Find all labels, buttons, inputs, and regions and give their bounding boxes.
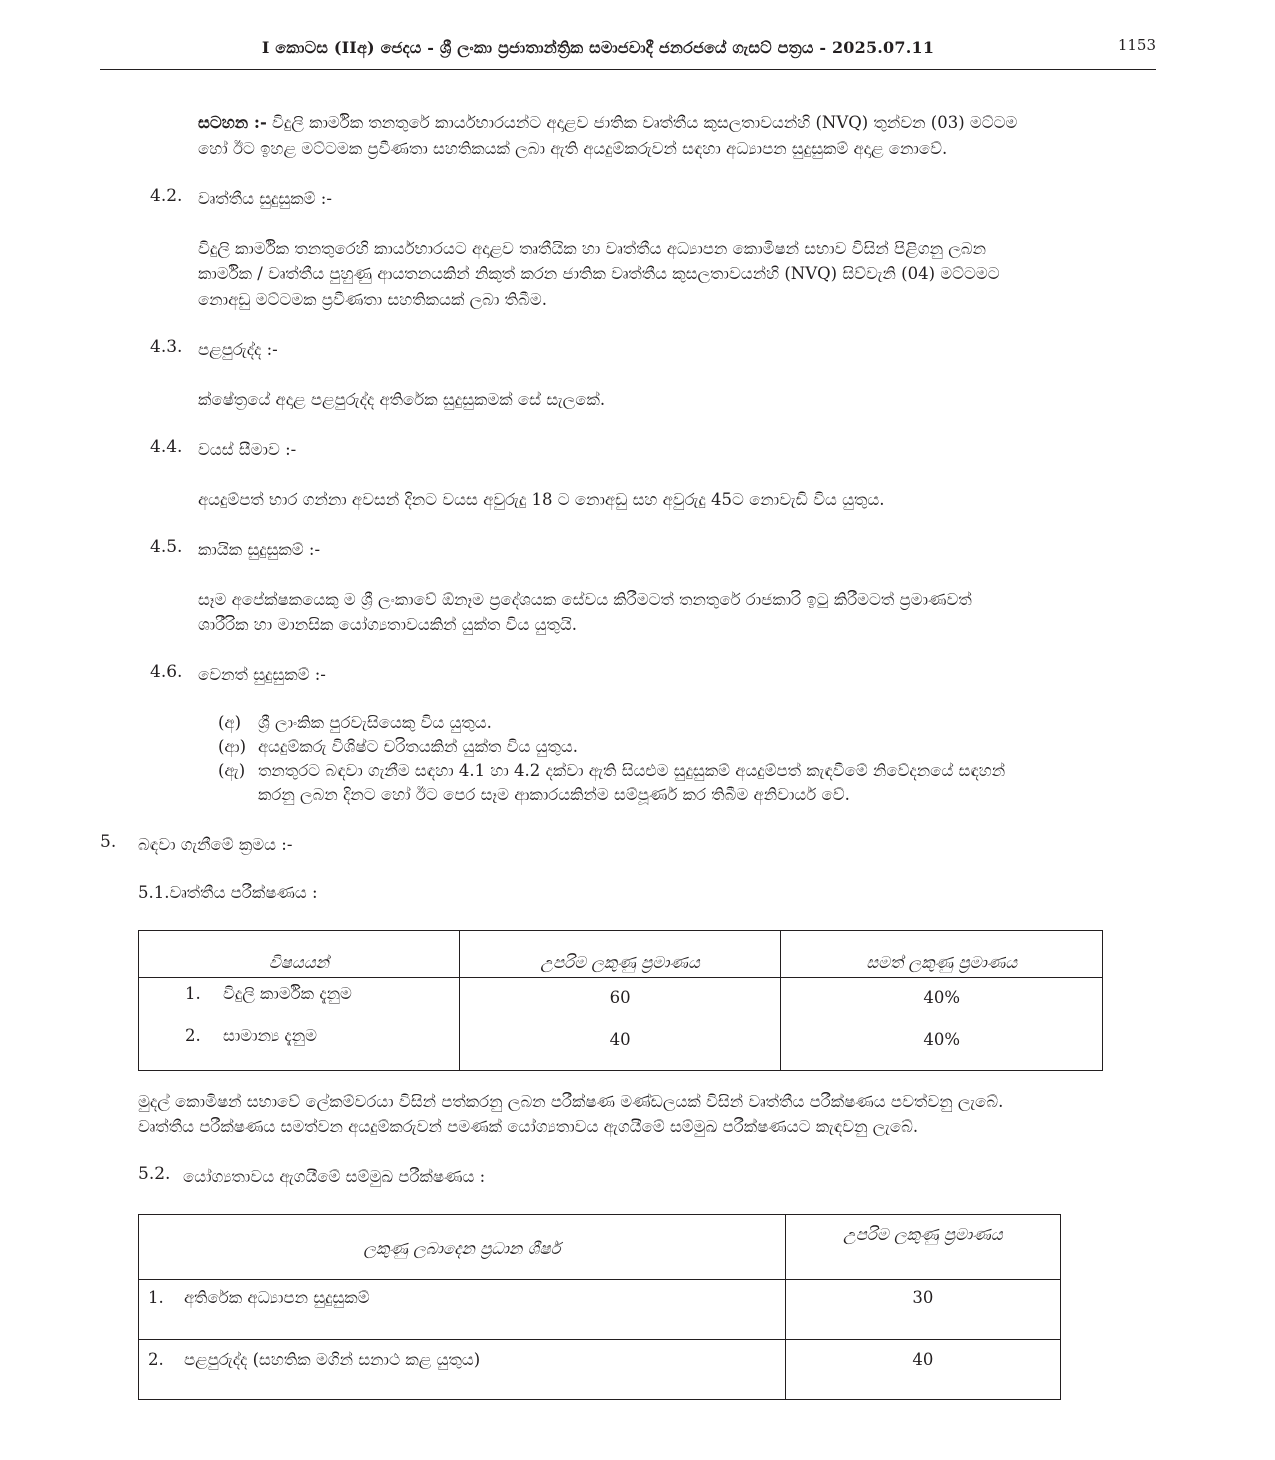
max-marks-cell: 30 [785,1280,1060,1340]
table-header-row [139,1215,1061,1280]
section-4-5-line-1: සෑම අපේක්ෂකයෙකු ම ශ්‍රී ලංකාවේ ඕනෑම ප්‍රදේශයක සේවය කිරීමටත් තනතුරේ රාජකාරි ඉටු කිරීමටත් ප්‍රමාණවත් [198,590,972,609]
criteria-name: පළපුරුද්ද (සහතික මගින් සනාථ කළ යුතුය) [184,1350,481,1369]
table-row [139,1024,1103,1071]
section-5-2-title: යෝග්‍යතාවය ඇගයීමේ සම්මුඛ පරීක්ෂණය : [183,1167,486,1186]
list-item-text-cont: කරනු ලබන දිනට හෝ ඊට පෙර සෑම ආකාරයකින්ම සම්පූර්ණ කර තිබීම අනිවාර්ය වේ. [258,785,850,804]
section-4-3-line-1: ක්ෂේත්‍රයේ අදාළ පළපුරුද්ද අතිරේක සුදුසුකමක් සේ සැලකේ. [198,390,606,409]
section-5-2-number: 5.2. [138,1164,171,1184]
pass-marks-cell: 40% [781,1024,1103,1071]
subject-cell [139,978,460,1025]
col-header-pass-marks: සමත් ලකුණු ප්‍රමාණය [781,931,1103,978]
header-title: I කොටස (IIඅ) ජෙදය - ශ්‍රී ලංකා ප්‍රජාතාන්ත්‍රික සමාජවාදී ජනරජයේ ගැසට් පත්‍රය - 2025.07.11 [261,38,935,57]
list-item-marker: (අ) [218,713,242,732]
section-5-number: 5. [100,832,117,852]
table-row [139,1340,1061,1400]
col-header-criteria: ලකුණු ලබාදෙන ප්‍රධාන ශීර්ෂ [139,1215,786,1280]
max-marks-cell: 60 [459,978,781,1025]
criteria-cell [139,1280,786,1340]
row-number: 1. [185,984,201,1003]
list-item-marker: (ආ) [218,737,247,756]
section-4-6-number: 4.6. [150,662,183,682]
subject-cell [139,1024,460,1071]
section-4-2-line-2: කාර්මික / වෘත්තීය පුහුණු ආයතනයකින් නිකුත් කරන ජාතික වෘත්තීය කුසලතාවයන්හි (NVQ) සිව්වැනි (04) මට්ටමට [198,264,1000,283]
page-header [100,30,1156,70]
criteria-cell [139,1340,786,1400]
section-4-2-number: 4.2. [150,186,183,206]
subject-name: සාමාන්‍ය දැනුම [223,1026,318,1045]
section-4-5-number: 4.5. [150,537,183,557]
subject-name: විදුලි කාර්මික දැනුම [223,984,352,1003]
section-4-2-line-3: නොඅඩු මට්ටමක ප්‍රවීණතා සහතිකයක් ලබා තිබීම. [198,290,547,309]
section-4-3-number: 4.3. [150,337,183,357]
table-row [139,1280,1061,1340]
page-number: 1153 [1117,36,1156,54]
header-rule [100,69,1156,70]
section-5-1-after-1: මුදල් කොමිෂන් සභාවේ ලේකම්වරයා විසින් පත්කරනු ලබන පරීක්ෂණ මණ්ඩලයක් විසින් වෘත්තීය පරීක්ෂණය පවත්වනු ලැබේ. [138,1092,1004,1111]
section-5-1-after-2: වෘත්තීය පරීක්ෂණය සමත්වන අයදුම්කරුවන් පමණක් යෝග්‍යතාවය ඇගයීමේ සම්මුඛ පරීක්ෂණයට කැඳවනු ලැබේ. [138,1117,919,1136]
list-item-text: ශ්‍රී ලාංකික පුරවැසියෙකු විය යුතුය. [258,713,492,732]
table-header-row [139,931,1103,978]
section-4-2-title: වෘත්තීය සුදුසුකම් :- [198,189,332,208]
note-text-1: විදුලි කාර්මික තනතුරේ කාර්යභාරයන්ට අදාළව ජාතික වෘත්තීය කුසලතාවයන්හි (NVQ) තුන්වන (03) මට්ටම [272,113,1018,132]
col-header-max-marks: උපරිම ලකුණු ප්‍රමාණය [459,931,781,978]
list-item-text: තනතුරට බඳවා ගැනීම සඳහා 4.1 හා 4.2 දක්වා ඇති සියළුම සුදුසුකම් අයදුම්පත් කැඳවීමේ නිවේදනයේ සඳහන් [258,761,1006,780]
row-number: 2. [185,1026,201,1045]
list-item-text: අයදුම්කරු විශිෂ්ට චරිතයකින් යුක්ත විය යුතුය. [258,737,578,756]
table-row [139,978,1103,1025]
row-number: 2. [148,1350,164,1369]
col-header-subjects: විෂයයන් [139,931,460,978]
section-4-5-title: කායික සුදුසුකම් :- [198,540,321,559]
section-4-6-title: වෙනත් සුදුසුකම් :- [198,665,326,684]
section-5-title: බඳවා ගැනීමේ ක්‍රමය :- [138,835,293,854]
interview-table [138,1214,1061,1400]
note-line-1 [198,110,1017,135]
max-marks-cell: 40 [785,1340,1060,1400]
exam-table [138,930,1103,1071]
section-4-4-title: වයස් සීමාව :- [198,440,297,459]
list-item-marker: (ඇ) [218,761,246,780]
section-4-4-line-1: අයදුම්පත් භාර ගන්නා අවසන් දිනට වයස අවුරුදු 18 ට නොඅඩු සහ අවුරුදු 45ට නොවැඩි විය යුතුය. [198,490,885,509]
note-line-2: හෝ ඊට ඉහළ මට්ටමක ප්‍රවීණතා සහතිකයක් ලබා ඇති අයදුම්කරුවන් සඳහා අධ්‍යාපන සුදුසුකම් අදාළ නොවේ. [198,139,948,158]
note-label: සටහන :- [198,113,267,132]
section-4-3-title: පළපුරුද්ද :- [198,340,278,359]
row-number: 1. [148,1288,164,1307]
section-5-1-title: 5.1.වෘත්තීය පරීක්ෂණය : [138,883,318,902]
pass-marks-cell: 40% [781,978,1103,1025]
col-header-max-marks: උපරිම ලකුණු ප්‍රමාණය [785,1215,1060,1280]
max-marks-cell: 40 [459,1024,781,1071]
criteria-name: අතිරේක අධ්‍යාපන සුදුසුකම් [184,1288,370,1307]
section-4-5-line-2: ශාරීරික හා මානසික යෝග්‍යතාවයකින් යුක්ත විය යුතුයි. [198,615,578,634]
section-4-4-number: 4.4. [150,437,183,457]
section-4-2-line-1: විදුලි කාර්මික තනතුරෙහි කාර්යභාරයට අදාළව තෘතීයික හා වෘත්තීය අධ්‍යාපන කොමිෂන් සභාව විසින් පිළිගනු ලබන [198,239,987,258]
